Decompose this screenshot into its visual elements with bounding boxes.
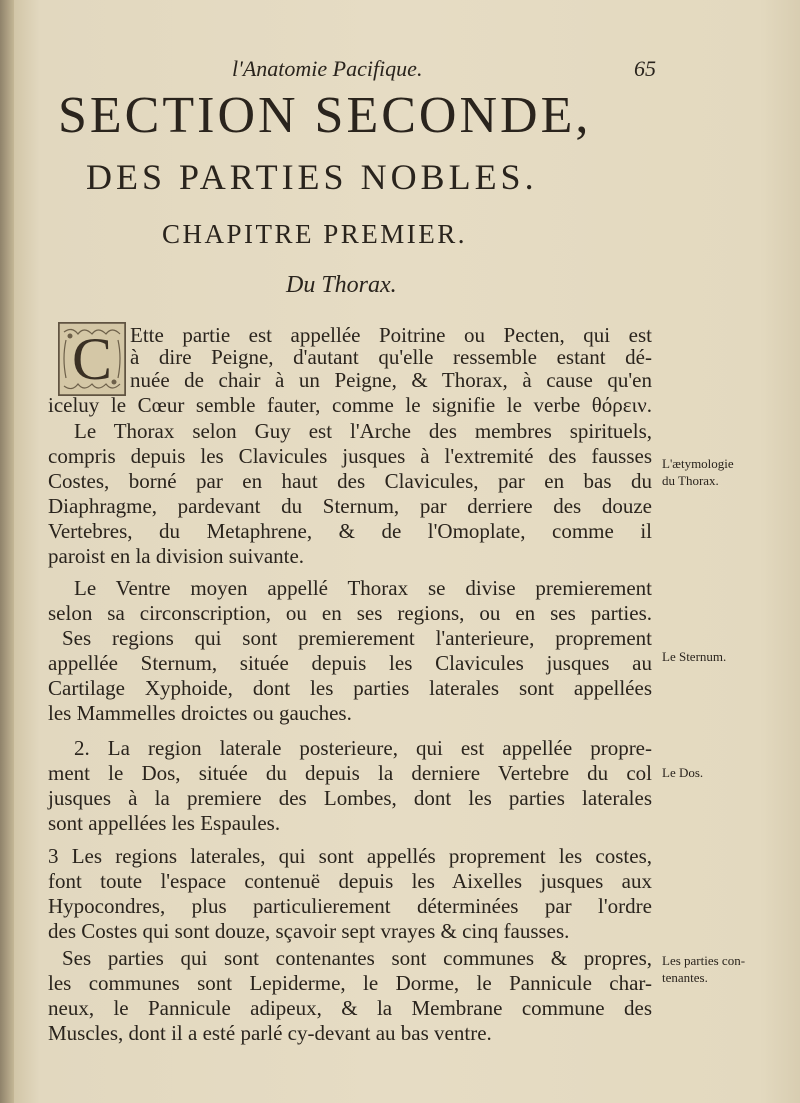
margin-note: [662, 764, 786, 781]
text-line: Ses regions qui sont premierement l'anterieure, proprement: [62, 626, 652, 650]
text-line: Muscles, dont il a esté parlé cy-devant au bas ventre.: [48, 1021, 492, 1045]
text-line: compris depuis les Clavicules jusques à l'extremité des fausses: [48, 444, 652, 468]
running-head: [60, 56, 656, 86]
text-line: 3 Les regions laterales, qui sont appellés proprement les costes,: [48, 844, 652, 868]
margin-note-line: du Thorax.: [662, 473, 719, 488]
margin-note: [662, 952, 786, 986]
text-line: Cartilage Xyphoide, dont les parties laterales sont appellées: [48, 676, 652, 700]
drop-cap-letter: C: [71, 325, 113, 392]
binding-gutter: [0, 0, 14, 1103]
text-line: Le Ventre moyen appellé Thorax se divise premierement: [74, 576, 652, 600]
text-line: appellée Sternum, située depuis les Clavicules jusques au: [48, 651, 652, 675]
ornamental-drop-cap: [58, 322, 126, 396]
page-number: 65: [634, 56, 656, 81]
text-line: nuée de chair à un Peigne, & Thorax, à cause qu'en: [130, 368, 652, 392]
article-title: Du Thorax.: [286, 272, 397, 298]
text-line: paroist en la division suivante.: [48, 544, 305, 568]
margin-note: [662, 455, 786, 489]
text-line: Ses parties qui sont contenantes sont communes & propres,: [62, 946, 652, 970]
text-line: Le Thorax selon Guy est l'Arche des membres spirituels,: [74, 419, 652, 443]
margin-note-line: tenantes.: [662, 970, 708, 985]
text-line: Ette partie est appellée Poitrine ou Pecten, qui est: [130, 323, 652, 347]
text-line: selon sa circonscription, ou en ses regions, ou en ses parties.: [48, 601, 652, 625]
text-line: Vertebres, du Metaphrene, & de l'Omoplate, comme il: [48, 519, 652, 543]
margin-note-line: Le Sternum.: [662, 649, 727, 664]
text-line: iceluy le Cœur semble fauter, comme le signifie le verbe θόρειν.: [48, 393, 652, 417]
text-line: Diaphragme, pardevant du Sternum, par derriere des douze: [48, 494, 652, 518]
chapter-title: CHAPITRE PREMIER.: [162, 219, 468, 249]
margin-note-line: Les parties con-: [662, 953, 746, 968]
text-line: des Costes qui sont douze, sçavoir sept vrayes & cinq fausses.: [48, 919, 570, 943]
section-title: SECTION SECONDE,: [58, 87, 592, 144]
text-line: jusques à la premiere des Lombes, dont les parties laterales: [48, 786, 652, 810]
margin-note-line: Le Dos.: [662, 765, 704, 780]
text-line: sont appellées les Espaules.: [48, 811, 281, 835]
text-line: ment le Dos, située du depuis la derniere Vertebre du col: [48, 761, 652, 785]
running-title: l'Anatomie Pacifique.: [232, 56, 423, 81]
text-line: Hypocondres, plus particulierement déterminées par l'ordre: [48, 894, 652, 918]
part-title: DES PARTIES NOBLES.: [86, 157, 538, 197]
text-line: à dire Peigne, d'autant qu'elle ressemble estant dé-: [130, 345, 652, 369]
text-line: les communes sont Lepiderme, le Dorme, le Pannicule char-: [48, 971, 652, 995]
text-line: Costes, borné par en haut des Clavicules, par en bas du: [48, 469, 652, 493]
text-line: font toute l'espace contenuë depuis les Aixelles jusques aux: [48, 869, 652, 893]
text-line: les Mammelles droictes ou gauches.: [48, 701, 352, 725]
margin-note: [662, 648, 786, 665]
margin-note-line: L'ætymologie: [662, 456, 734, 471]
text-line: neux, le Pannicule adipeux, & la Membrane commune des: [48, 996, 652, 1020]
text-line: 2. La region laterale posterieure, qui est appellée propre-: [74, 736, 652, 760]
